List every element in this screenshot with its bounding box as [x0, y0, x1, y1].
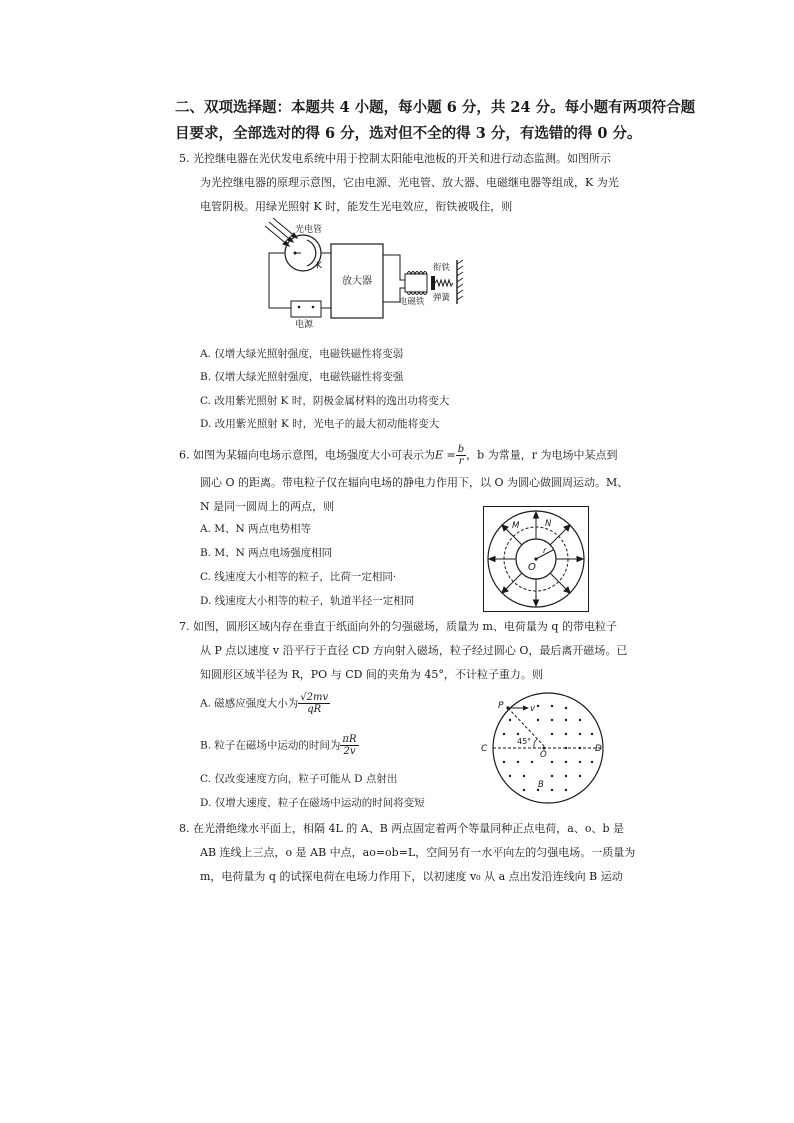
armature-label: 衔铁: [433, 263, 451, 273]
section-heading-line2: 目要求，全部选对的得 6 分，选对但不全的得 3 分，有选错的得 0 分。: [175, 125, 642, 142]
velocity-v-label: v: [530, 704, 536, 714]
q5-stem-line1: 5. 光控继电器在光伏发电系统中用于控制太阳能电池板的开关和进行动态监测。如图所示: [179, 152, 611, 165]
q7-option-c: C. 仅改变速度方向，粒子可能从 D 点射出: [200, 773, 398, 785]
q6-option-c: C. 线速度大小相等的粒子，比荷一定相同·: [200, 571, 397, 583]
q6-option-d: D. 线速度大小相等的粒子，轨道半径一定相同: [200, 595, 415, 607]
power-source-icon: [291, 301, 321, 317]
q6-stem-line1: [179, 444, 617, 467]
point-b-label: B: [538, 780, 544, 790]
q5-stem-line3: 电管阴极。用绿光照射 K 时，能发生光电效应，衔铁被吸住，则: [200, 200, 513, 213]
q6-radial-field-diagram: [483, 506, 589, 612]
q6-formula-lhs: E =: [435, 448, 456, 462]
q6-stem-line3: N 是同一圆周上的两点，则: [200, 500, 335, 513]
q8-stem-line3: m，电荷量为 q 的试探电荷在电场力作用下，以初速度 v₀ 从 a 点出发沿连线向 B 运动: [200, 870, 623, 883]
q6-formula-num: b: [457, 444, 465, 455]
spring-icon: [435, 280, 453, 286]
q7-option-b: [200, 734, 359, 757]
amplifier-label: 放大器: [342, 276, 372, 287]
point-d-label: D: [595, 744, 602, 754]
q6-formula-fraction: [456, 444, 466, 467]
q7-option-a-den: qR: [307, 704, 322, 715]
electromagnet-label: 电磁铁: [399, 297, 425, 307]
q6-option-b: B. M、N 两点电场强度相同: [200, 547, 333, 559]
q7-option-a: [200, 692, 330, 715]
armature-icon: [431, 276, 435, 290]
q8-stem-line1: 8. 在光滑绝缘水平面上，相隔 4L 的 A、B 两点固定着两个等量同种正点电荷，a、o、b 是: [179, 822, 625, 835]
q7-option-a-num: √2mv: [300, 692, 329, 703]
point-n-label: N: [545, 519, 552, 529]
point-c-label: C: [481, 744, 488, 754]
point-m-label: M: [512, 521, 520, 531]
q6-formula-den: r: [458, 456, 464, 467]
q7-option-b-den: 2v: [343, 746, 356, 757]
q6-option-a: A. M、N 两点电势相等: [200, 523, 312, 535]
q7-stem-line2: 从 P 点以速度 v 沿平行于直径 CD 方向射入磁场，粒子经过圆心 O，最后离开磁场。已: [200, 644, 628, 657]
q7-option-a-text: A. 磁感应强度大小为: [200, 697, 299, 710]
q7-option-b-num: πR: [342, 734, 357, 745]
angle-45-label: 45°: [517, 737, 532, 746]
point-p-label: P: [498, 701, 504, 711]
q5-stem-line2: 为光控继电器的原理示意图，它由电源、光电管、放大器、电磁继电器等组成，K 为光: [200, 176, 619, 189]
q7-stem-line1: 7. 如图，圆形区域内存在垂直于纸面向外的匀强磁场，质量为 m、电荷量为 q 的带电粒子: [179, 620, 617, 633]
q7-option-b-text: B. 粒子在磁场中运动的时间为: [200, 739, 341, 752]
q5-relay-circuit-diagram: [255, 218, 470, 330]
q6-stem-post: ，b 为常量，r 为电场中某点到: [466, 448, 618, 462]
phototube-label: 光电管: [295, 225, 323, 235]
electromagnet-icon: [405, 274, 427, 292]
q7-option-d: D. 仅增大速度，粒子在磁场中运动的时间将变短: [200, 797, 425, 809]
q6-stem-pre: 6. 如图为某辐向电场示意图，电场强度大小可表示为: [179, 448, 435, 462]
light-rays-icon: [265, 218, 297, 246]
q8-stem-line2: AB 连线上三点，o 是 AB 中点，ao=ob=L，空间另有一水平向左的匀强电场。一质量为: [200, 846, 636, 859]
q5-option-c: C. 改用紫光照射 K 时，阴极金属材料的逸出功将变大: [200, 395, 450, 407]
q6-stem-line2: 圆心 O 的距离。带电粒子仅在辐向电场的静电力作用下，以 O 为圆心做圆周运动。M、: [200, 476, 629, 489]
center-o-label: O: [528, 562, 536, 573]
q5-option-d: D. 改用紫光照射 K 时，光电子的最大初动能将变大: [200, 418, 440, 430]
power-label: 电源: [295, 320, 314, 330]
q7-option-a-fraction: [298, 692, 330, 715]
q7-stem-line3: 知圆形区域半径为 R，PO 与 CD 间的夹角为 45°，不计粒子重力。则: [200, 668, 543, 681]
section-heading-line1: 二、双项选择题：本题共 4 小题，每小题 6 分，共 24 分。每小题有两项符合题: [175, 99, 696, 116]
q7-option-b-fraction: [340, 734, 358, 757]
q5-option-b: B. 仅增大绿光照射强度，电磁铁磁性将变强: [200, 371, 404, 383]
q5-option-a: A. 仅增大绿光照射强度，电磁铁磁性将变弱: [200, 348, 404, 360]
radius-r-label: r: [543, 546, 547, 555]
cathode-k-label: K: [316, 261, 322, 271]
spring-label: 弹簧: [433, 293, 451, 303]
center-o-label: O: [540, 750, 547, 760]
q7-magnetic-field-diagram: [481, 690, 608, 808]
